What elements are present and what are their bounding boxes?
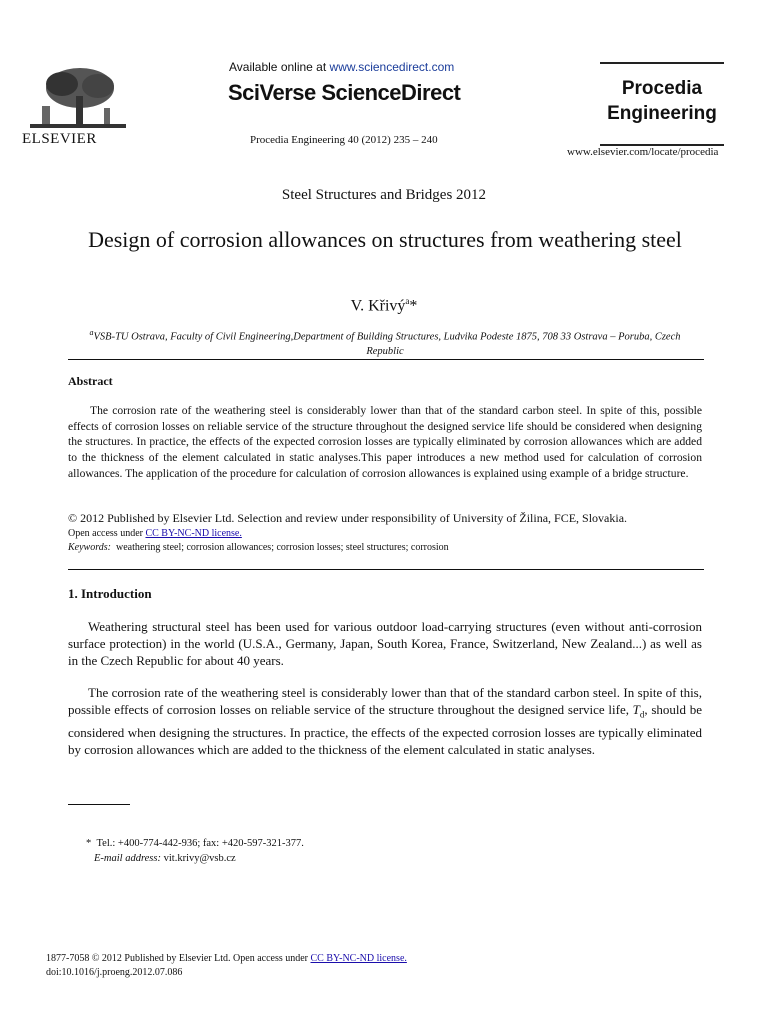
footer-open-access-prefix: Open access under bbox=[233, 953, 311, 964]
journal-title-line2: Engineering bbox=[607, 103, 717, 124]
license-link[interactable]: CC BY-NC-ND license. bbox=[145, 528, 242, 539]
paragraph-2-end: , should be considered when designing the structures. In practice, the effects of the expected corrosion losses are typically eliminated by corrosion allowances which are added to the thickness of the element calculated in static analyses. bbox=[68, 702, 702, 757]
footnote-rule bbox=[68, 804, 130, 805]
divider-bottom bbox=[68, 569, 704, 570]
paragraph-2 bbox=[68, 684, 702, 758]
keywords-text: weathering steel; corrosion allowances; corrosion losses; steel structures; corrosion bbox=[115, 542, 449, 553]
tree-icon bbox=[22, 62, 132, 132]
abstract-text: The corrosion rate of the weathering steel is considerably lower than that of the standard carbon steel. In spite of this, possible effects of corrosion losses on reliable service of the structure throughout the designed service life should be considered when designing the structures. In practice, the effects of the expected corrosion losses are typically eliminated by corrosion allowances which are added to the thickness of the element calculated in static analyses.This paper introduces a new method used for calculation of corrosion allowances. The application of the procedure for calculation of corrosion allowances is explained using example of a bridge structure. bbox=[68, 404, 702, 480]
divider-top bbox=[68, 359, 704, 360]
email-address[interactable]: vit.krivy@vsb.cz bbox=[163, 853, 236, 864]
keywords-label: Keywords: bbox=[68, 542, 111, 553]
author-name: V. Křivý bbox=[350, 297, 406, 315]
author-corresponding-marker: * bbox=[409, 297, 418, 315]
abstract-heading: Abstract bbox=[68, 374, 113, 388]
keywords-line bbox=[68, 542, 449, 553]
paragraph-1: Weathering structural steel has been used for various outdoor load-carrying structures (even without anti-corrosion surface protection) in the world (U.S.A., Germany, Japan, South Korea, France, Switzerland, New Zealand...) as well as in the Czech Republic for about 40 years. bbox=[68, 619, 702, 668]
footnote-phone-line bbox=[86, 838, 304, 849]
section-heading: 1. Introduction bbox=[68, 586, 152, 601]
conference-name: Steel Structures and Bridges 2012 bbox=[281, 187, 487, 203]
service-life-symbol: T bbox=[632, 702, 640, 717]
footnote-marker: * bbox=[86, 838, 92, 849]
footer-license-link[interactable]: CC BY-NC-ND license. bbox=[310, 953, 407, 964]
issn-text: 1877-7058 © 2012 Published by Elsevier Ltd. bbox=[46, 953, 231, 964]
available-prefix: Available online at bbox=[229, 60, 330, 74]
journal-url[interactable]: www.elsevier.com/locate/procedia bbox=[567, 146, 719, 158]
elsevier-wordmark: ELSEVIER bbox=[22, 131, 97, 147]
platform-name: SciVerse ScienceDirect bbox=[228, 80, 461, 105]
sciencedirect-link[interactable]: www.sciencedirect.com bbox=[329, 60, 455, 74]
copyright-line: © 2012 Published by Elsevier Ltd. Selection and review under responsibility of University of Žilina, FCE, Slovakia. bbox=[68, 511, 628, 525]
journal-title bbox=[600, 76, 724, 126]
journal-title-line1: Procedia bbox=[621, 78, 703, 99]
open-access-prefix: Open access under bbox=[68, 528, 146, 539]
email-label: E-mail address: bbox=[94, 853, 161, 864]
affiliation bbox=[70, 326, 700, 359]
footnote-phone: Tel.: +400-774-442-936; fax: +420-597-321-377. bbox=[96, 838, 304, 849]
service-life-subscript: d bbox=[639, 709, 645, 720]
author-line bbox=[0, 296, 768, 315]
journal-reference: Procedia Engineering 40 (2012) 235 – 240 bbox=[250, 134, 438, 146]
issn-line bbox=[46, 953, 407, 964]
paragraph-2-start: The corrosion rate of the weathering steel is considerably lower than that of the standard carbon steel. In spite of this, possible effects of corrosion losses on reliable service of the structure throughout the designed service life, bbox=[68, 685, 702, 717]
available-online bbox=[229, 60, 454, 74]
footnote-email-line bbox=[94, 853, 236, 864]
affiliation-text: VSB-TU Ostrava, Faculty of Civil Engineering,Department of Building Structures, Ludvika Podeste 1875, 708 33 Ostrava – Poruba, Czech Republic bbox=[93, 331, 681, 357]
doi-line[interactable]: doi:10.1016/j.proeng.2012.07.086 bbox=[46, 967, 183, 978]
paper-title: Design of corrosion allowances on structures from weathering steel bbox=[88, 227, 682, 252]
open-access-line bbox=[68, 528, 242, 539]
author-affil-marker: a bbox=[405, 296, 410, 306]
affiliation-marker: a bbox=[89, 328, 94, 337]
